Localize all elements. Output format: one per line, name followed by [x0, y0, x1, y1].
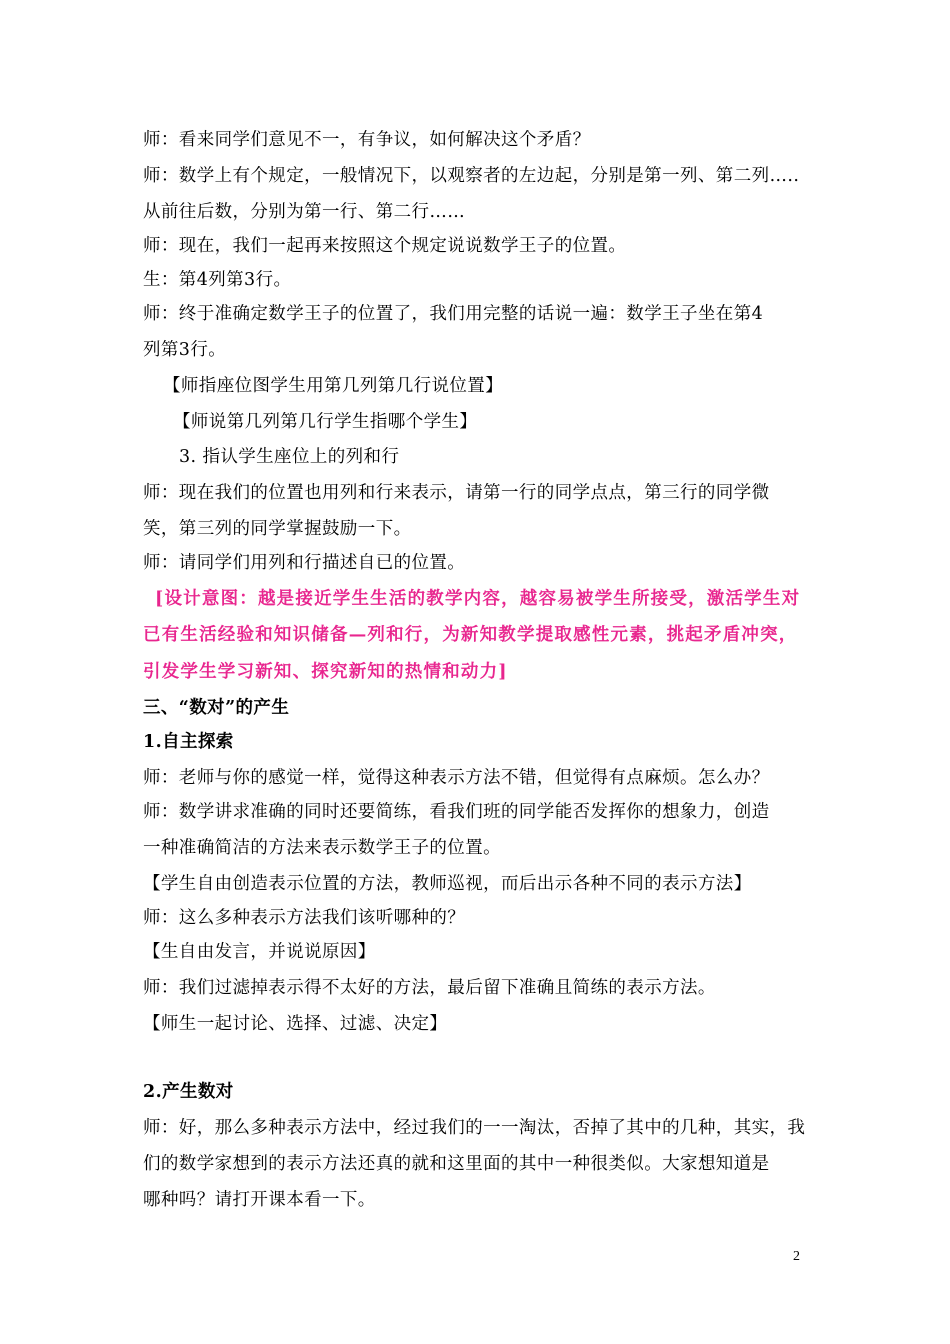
- paragraph-line: 师：数学上有个规定，一般情况下，以观察者的左边起，分别是第一列、第二列…..: [143, 166, 800, 186]
- paragraph-line: 师：请同学们用列和行描述自已的位置。: [143, 553, 466, 573]
- paragraph-line: 师：看来同学们意见不一，有争议，如何解决这个矛盾？: [143, 130, 591, 150]
- paragraph-line: 笑，第三列的同学掌握鼓励一下。: [143, 519, 412, 539]
- subsection-heading: 1.自主探索: [143, 732, 234, 752]
- bracket-note: 【师生一起讨论、选择、过滤、决定】: [143, 1014, 448, 1034]
- paragraph-line: 生：第4列第3行。: [143, 270, 292, 290]
- paragraph-line: 师：终于准确定数学王子的位置了，我们用完整的话说一遍：数学王子坐在第4: [143, 304, 764, 324]
- numbered-step: 3. 指认学生座位上的列和行: [179, 447, 400, 467]
- page-number: 2: [793, 1249, 800, 1264]
- bracket-note: 【学生自由创造表示位置的方法，教师巡视，而后出示各种不同的表示方法】: [143, 874, 752, 894]
- design-intent-line: 已有生活经验和知识储备—列和行，为新知教学提取感性元素，挑起矛盾冲突，: [143, 625, 798, 645]
- bracket-note: 【生自由发言，并说说原因】: [143, 942, 376, 962]
- paragraph-line: 师：这么多种表示方法我们该听哪种的？: [143, 908, 466, 928]
- paragraph-line: 师：好，那么多种表示方法中，经过我们的一一淘汰，否掉了其中的几种，其实，我: [143, 1118, 806, 1138]
- paragraph-line: 哪种吗？请打开课本看一下。: [143, 1190, 376, 1210]
- paragraph-line: 师：现在，我们一起再来按照这个规定说说数学王子的位置。: [143, 236, 627, 256]
- paragraph-line: 师：老师与你的感觉一样，觉得这种表示方法不错，但觉得有点麻烦。怎么办？: [143, 768, 770, 788]
- bracket-note: 【师说第几列第几行学生指哪个学生】: [173, 412, 478, 432]
- paragraph-line: 列第3行。: [143, 340, 227, 360]
- design-intent-line: [设计意图：越是接近学生生活的教学内容，越容易被学生所接受，激活学生对: [155, 589, 801, 609]
- section-heading: 三、“数对”的产生: [143, 698, 290, 718]
- subsection-heading: 2.产生数对: [143, 1082, 234, 1102]
- design-intent-line: 引发学生学习新知、探究新知的热情和动力]: [143, 662, 508, 682]
- paragraph-line: 师：数学讲求准确的同时还要简练，看我们班的同学能否发挥你的想象力，创造: [143, 802, 770, 822]
- paragraph-line: 从前往后数，分别为第一行、第二行……: [143, 202, 466, 222]
- paragraph-line: 们的数学家想到的表示方法还真的就和这里面的其中一种很类似。大家想知道是: [143, 1154, 770, 1174]
- paragraph-line: 一种准确简洁的方法来表示数学王子的位置。: [143, 838, 501, 858]
- paragraph-line: 师：我们过滤掉表示得不太好的方法，最后留下准确且简练的表示方法。: [143, 978, 716, 998]
- bracket-note: 【师指座位图学生用第几列第几行说位置】: [163, 376, 504, 396]
- paragraph-line: 师：现在我们的位置也用列和行来表示，请第一行的同学点点，第三行的同学微: [143, 483, 770, 503]
